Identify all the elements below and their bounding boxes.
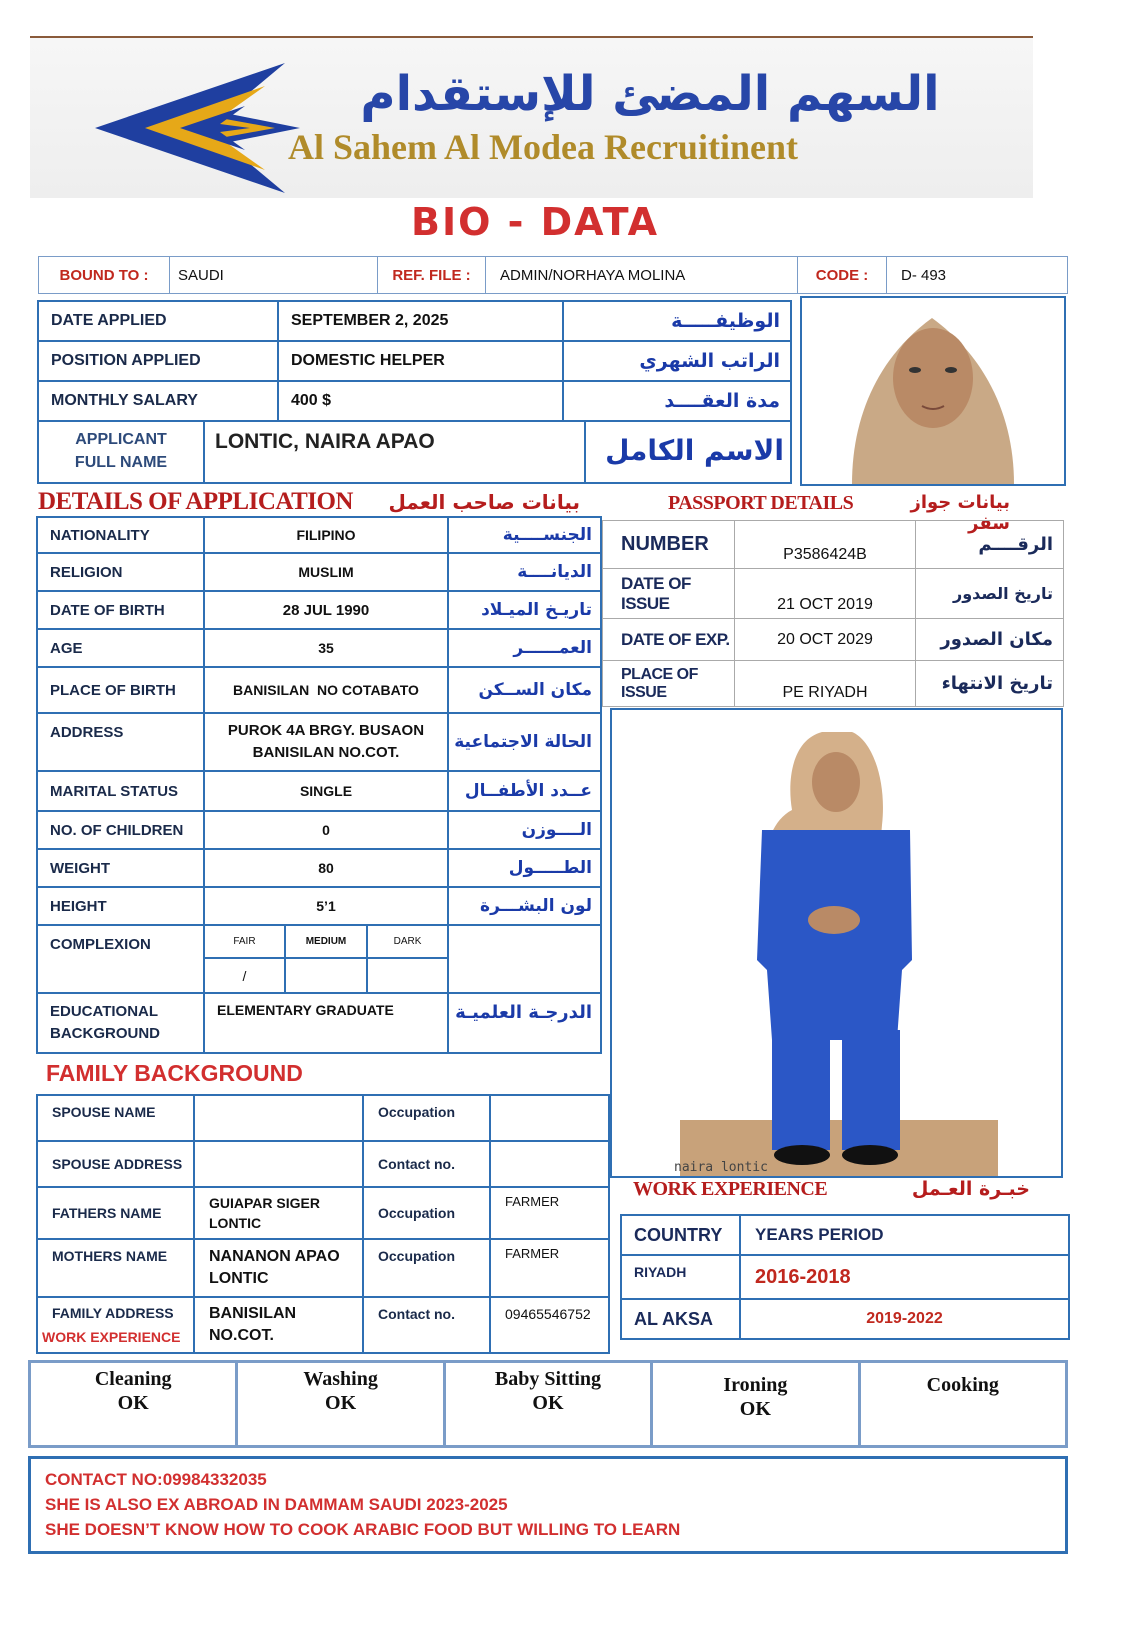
family-address-value: [194, 1297, 363, 1353]
work-table: [620, 1214, 1070, 1340]
skill-cell-baby-sitting: [444, 1362, 651, 1447]
family-address-label: [37, 1297, 194, 1353]
dob-value: 28 JUL 1990: [204, 591, 448, 629]
work-row-country: RIYADH: [621, 1255, 740, 1299]
fullbody-icon: [612, 710, 1061, 1176]
details-table: [36, 516, 602, 1054]
note-abroad: SHE IS ALSO EX ABROAD IN DAMMAM SAUDI 2023-2025: [45, 1495, 508, 1514]
family-address-line2: NO.COT.: [209, 1327, 274, 1344]
father-occupation-label: Occupation: [363, 1187, 490, 1239]
spouse-occupation-label: Occupation: [363, 1095, 490, 1141]
complexion-medium: MEDIUM: [285, 926, 367, 958]
fullname-ar: الاسم الكامل: [605, 434, 784, 467]
details-heading: DETAILS OF APPLICATION: [38, 488, 353, 515]
family-heading: FAMILY BACKGROUND: [46, 1060, 303, 1086]
header-banner: [30, 36, 1033, 198]
passport-place-label: PLACE OF ISSUE: [603, 661, 735, 707]
complexion-label: COMPLEXION: [37, 925, 204, 993]
skill-cell-ironing: [652, 1362, 859, 1447]
bound-to-label: BOUND TO :: [39, 257, 170, 294]
age-value: 35: [204, 629, 448, 667]
complexion-ar-cell: [448, 925, 601, 993]
passport-issue-value: 21 OCT 2019: [735, 569, 916, 619]
pob-value: BANISILAN NO COTABATO: [204, 667, 448, 713]
address-ar: الحالة الاجتماعية: [448, 713, 601, 771]
father-occupation-value: FARMER: [490, 1187, 609, 1239]
skill-cell-cooking: [859, 1362, 1066, 1447]
address-label: ADDRESS: [37, 713, 204, 771]
position-label: POSITION APPLIED: [38, 341, 278, 381]
work-heading-ar: خبـرة العـمل: [911, 1178, 1030, 1200]
code-label: CODE :: [798, 257, 887, 294]
height-ar: لون البشـــرة: [448, 887, 601, 925]
skill-status: OK: [117, 1392, 149, 1414]
mother-value-line1: NANANON APAO: [209, 1248, 340, 1265]
mother-occupation-label: Occupation: [363, 1239, 490, 1297]
skill-name: Cooking: [926, 1374, 999, 1396]
passport-table: [602, 520, 1064, 707]
applicant-portrait-photo: [800, 296, 1066, 486]
passport-heading: PASSPORT DETAILS: [668, 492, 854, 514]
spouse-contact-value: [490, 1141, 609, 1187]
skill-name: Washing: [303, 1368, 378, 1390]
applicant-fullbody-photo: [610, 708, 1063, 1178]
skill-status: OK: [739, 1398, 771, 1420]
religion-label: RELIGION: [37, 553, 204, 591]
passport-issue-label: DATE OF ISSUE: [603, 569, 735, 619]
position-ar: الراتب الشهري: [563, 341, 791, 381]
education-ar: الدرجـة العلميـة: [448, 993, 601, 1053]
skill-name: Cleaning: [94, 1368, 172, 1390]
nationality-label: NATIONALITY: [37, 517, 204, 553]
fullname-label-line2: FULL NAME: [74, 454, 168, 471]
date-applied-value: SEPTEMBER 2, 2025: [278, 301, 563, 341]
complexion-fair-mark: /: [205, 958, 285, 992]
father-value-line1: GUIAPAR SIGER: [209, 1195, 320, 1211]
education-label: [37, 993, 204, 1053]
family-address-sub: WORK EXPERIENCE: [42, 1329, 181, 1345]
photo-caption: naira lontic: [674, 1160, 768, 1175]
date-applied-ar: الوظيفـــــة: [563, 301, 791, 341]
skill-cell-washing: [237, 1362, 444, 1447]
arrow-logo-icon: [85, 58, 300, 198]
dob-label: DATE OF BIRTH: [37, 591, 204, 629]
spouse-name-value: [194, 1095, 363, 1141]
page-title: BIO - DATA: [410, 200, 660, 244]
family-address-line1: BANISILAN: [209, 1305, 297, 1322]
portrait-icon: [802, 298, 1064, 484]
nationality-ar: الجنســــية: [448, 517, 601, 553]
mother-value-line2: LONTIC: [209, 1270, 269, 1287]
education-label-line2: BACKGROUND: [50, 1025, 160, 1042]
fullname-label-line1: APPLICANT: [75, 431, 167, 448]
skills-table: [28, 1360, 1068, 1448]
passport-number-ar: الرقــــم: [916, 521, 1064, 569]
fullname-value: LONTIC, NAIRA APAO: [215, 430, 435, 453]
mother-value: [194, 1239, 363, 1297]
complexion-dark: DARK: [367, 926, 447, 958]
application-table: [37, 300, 792, 422]
education-value: ELEMENTARY GRADUATE: [204, 993, 448, 1053]
skill-status: OK: [532, 1392, 564, 1414]
passport-issue-ar: تاريخ الصدور: [916, 569, 1064, 619]
father-label: FATHERS NAME: [37, 1187, 194, 1239]
age-ar: العمــــــر: [448, 629, 601, 667]
weight-ar: الطـــــول: [448, 849, 601, 887]
reference-row: [38, 256, 1068, 294]
weight-label: WEIGHT: [37, 849, 204, 887]
address-value: [204, 713, 448, 771]
work-row-years: 2016-2018: [740, 1255, 1069, 1299]
skill-status: OK: [325, 1392, 357, 1414]
bound-to-value: SAUDI: [170, 257, 378, 294]
spouse-occupation-value: [490, 1095, 609, 1141]
passport-place-ar: تاريخ الانتهاء: [916, 661, 1064, 707]
passport-number-value: P3586424B: [735, 521, 916, 569]
pob-label: PLACE OF BIRTH: [37, 667, 204, 713]
logo-english: Al Sahem Al Modea Recruitinent: [288, 127, 798, 167]
marital-value: SINGLE: [204, 771, 448, 811]
age-label: AGE: [37, 629, 204, 667]
weight-value: 80: [204, 849, 448, 887]
mother-occupation-value: FARMER: [490, 1239, 609, 1297]
position-value: DOMESTIC HELPER: [278, 341, 563, 381]
skill-name: Ironing: [723, 1374, 788, 1396]
work-country-header: COUNTRY: [621, 1215, 740, 1255]
code-value: D- 493: [887, 257, 1068, 294]
passport-exp-value: 20 OCT 2029: [735, 619, 916, 661]
education-label-line1: EDUCATIONAL: [50, 1003, 159, 1020]
marital-ar: عــدد الأطفــال: [448, 771, 601, 811]
salary-label: MONTHLY SALARY: [38, 381, 278, 421]
fullname-label: [39, 428, 203, 474]
religion-ar: الديانــــة: [448, 553, 601, 591]
address-line2: BANISILAN NO.COT.: [252, 744, 400, 761]
spouse-name-label: SPOUSE NAME: [37, 1095, 194, 1141]
height-value: 5’1: [204, 887, 448, 925]
note-contact: CONTACT NO:09984332035: [45, 1470, 267, 1489]
work-row-country: AL AKSA: [621, 1299, 740, 1339]
skill-name: Baby Sitting: [494, 1368, 602, 1390]
passport-exp-label: DATE OF EXP.: [603, 619, 735, 661]
spouse-address-label: SPOUSE ADDRESS: [37, 1141, 194, 1187]
children-label: NO. OF CHILDREN: [37, 811, 204, 849]
date-applied-label: DATE APPLIED: [38, 301, 278, 341]
work-years-header: YEARS PERIOD: [740, 1215, 1069, 1255]
mother-label: MOTHERS NAME: [37, 1239, 194, 1297]
ref-file-label: REF. FILE :: [378, 257, 486, 294]
logo-arabic: السهم المضئ للإستقدام: [360, 66, 940, 122]
pob-ar: مكان الســكن: [448, 667, 601, 713]
salary-value: 400 $: [278, 381, 563, 421]
nationality-value: FILIPINO: [204, 517, 448, 553]
note-cooking: SHE DOESN’T KNOW HOW TO COOK ARABIC FOOD BUT WILLING TO LEARN: [45, 1520, 681, 1539]
dob-ar: تاريـخ الميـلاد: [448, 591, 601, 629]
family-table: [36, 1094, 610, 1354]
salary-ar: مدة العقــــد: [563, 381, 791, 421]
passport-heading-ar: بيانات جواز سفر: [910, 492, 1010, 534]
father-value: [194, 1187, 363, 1239]
notes-box: [28, 1456, 1068, 1554]
family-contact-value: 09465546752: [490, 1297, 609, 1353]
children-value: 0: [204, 811, 448, 849]
father-value-line2: LONTIC: [209, 1215, 262, 1231]
spouse-address-value: [194, 1141, 363, 1187]
passport-place-value: PE RIYADH: [735, 661, 916, 707]
ref-file-value: ADMIN/NORHAYA MOLINA: [486, 257, 798, 294]
height-label: HEIGHT: [37, 887, 204, 925]
work-row-years: 2019-2022: [740, 1299, 1069, 1339]
passport-number-label: NUMBER: [603, 521, 735, 569]
address-line1: PUROK 4A BRGY. BUSAON: [227, 722, 425, 739]
fullname-box: [37, 420, 792, 484]
skill-cell-cleaning: [30, 1362, 237, 1447]
details-heading-ar: بيانات صاحب العمل: [388, 490, 580, 514]
family-contact-label: Contact no.: [363, 1297, 490, 1353]
complexion-fair: FAIR: [205, 926, 285, 958]
passport-exp-ar: مكان الصدور: [916, 619, 1064, 661]
marital-label: MARITAL STATUS: [37, 771, 204, 811]
work-heading: WORK EXPERIENCE: [633, 1178, 828, 1200]
spouse-contact-label: Contact no.: [363, 1141, 490, 1187]
children-ar: الــــوزن: [448, 811, 601, 849]
religion-value: MUSLIM: [204, 553, 448, 591]
family-address-label-line1: FAMILY ADDRESS: [52, 1305, 174, 1321]
complexion-options: [204, 925, 448, 993]
